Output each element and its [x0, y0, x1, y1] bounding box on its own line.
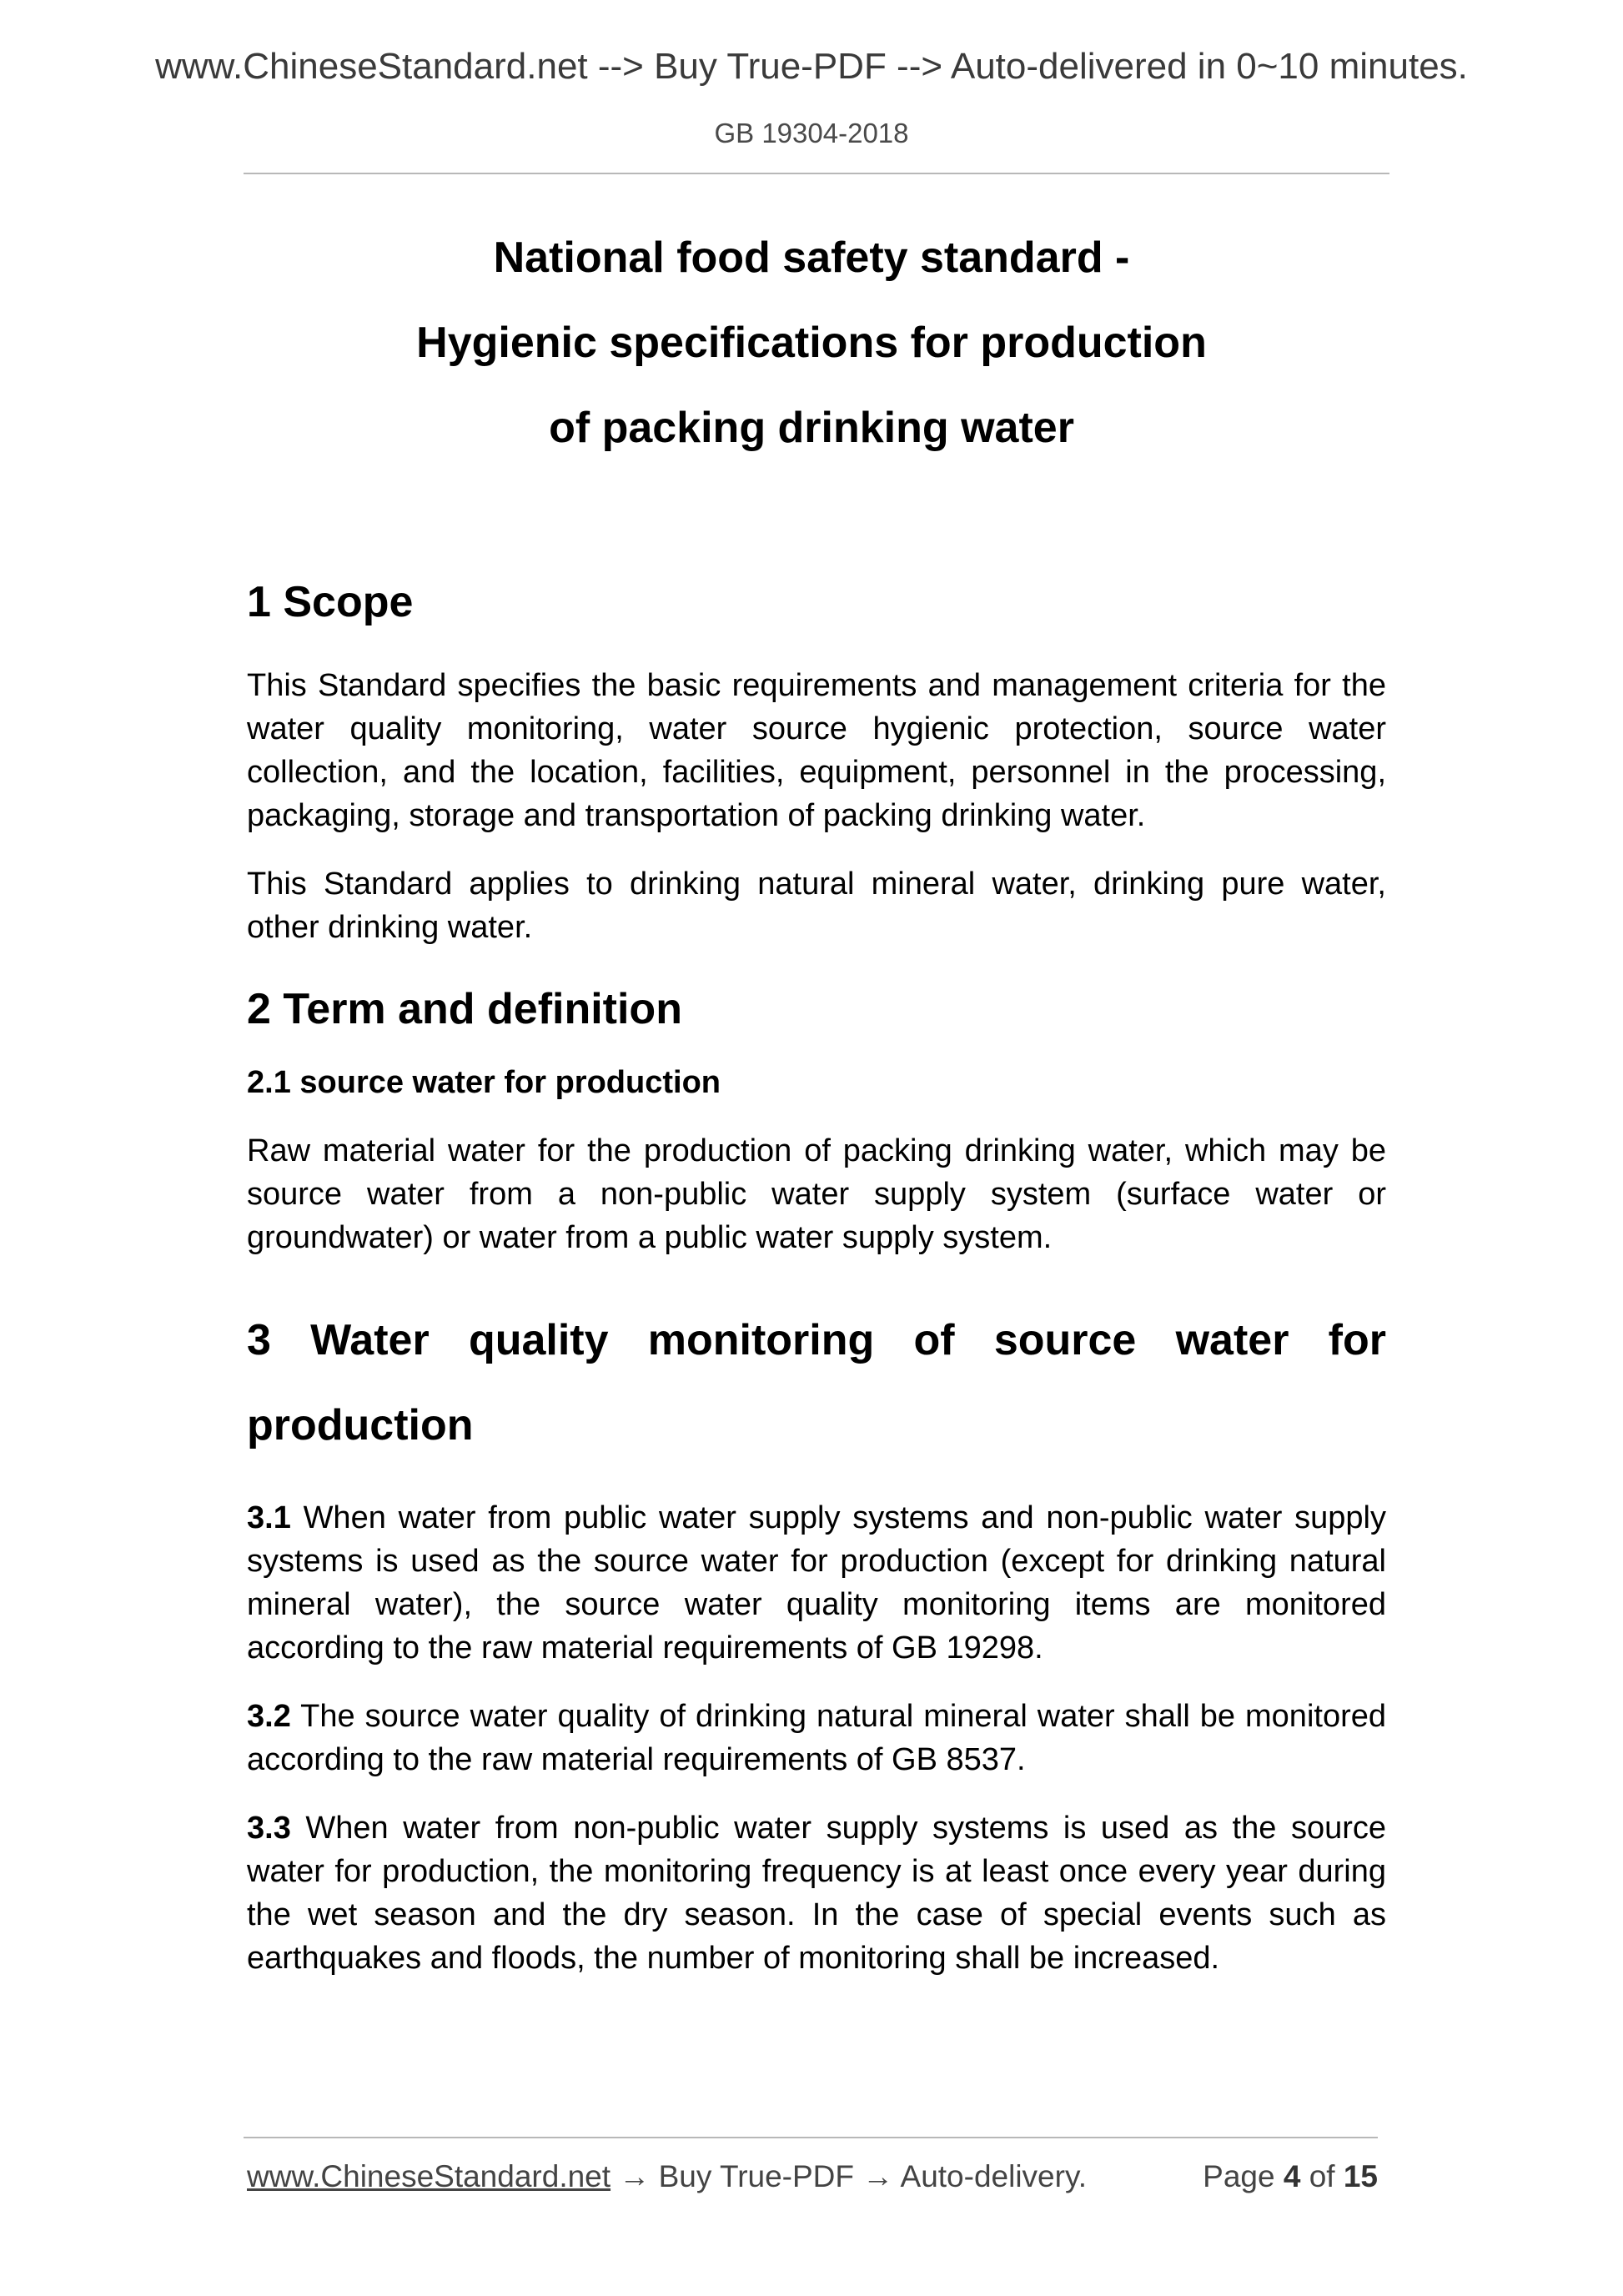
section-heading-monitoring: 3 Water quality monitoring of source water for production [247, 1316, 1386, 1449]
standard-code: GB 19304-2018 [714, 118, 909, 148]
subsection-heading-source-water: 2.1 source water for production [247, 1065, 721, 1100]
clause-number: 3.2 [247, 1699, 291, 1734]
total-pages: 15 [1343, 2159, 1378, 2193]
footer-tagline: → Buy True-PDF → Auto-delivery. [611, 2159, 1087, 2193]
clause-3-3 [247, 1806, 1386, 1980]
clause-number: 3.3 [247, 1811, 291, 1846]
footer-site-link[interactable]: www.ChineseStandard.net [247, 2159, 611, 2193]
page-footer [247, 2155, 1378, 2198]
clause-3-2 [247, 1695, 1386, 1781]
title-line-3: of packing drinking water [549, 404, 1074, 452]
page-label: Page [1203, 2159, 1275, 2193]
clause-text: The source water quality of drinking natural mineral water shall be monitored according to the raw material requirements of GB 8537. [247, 1699, 1386, 1777]
section-heading-scope: 1 Scope [247, 578, 414, 626]
clause-3-1 [247, 1496, 1386, 1670]
header-divider [244, 173, 1389, 174]
clause-number: 3.1 [247, 1500, 291, 1535]
clause-text: When water from public water supply systems and non-public water supply systems is used as the source water for production (except for drinking natural mineral water), the source water quality monitoring items are monitored according to the raw material requirements of GB 19298. [247, 1500, 1386, 1665]
page-indicator [1203, 2155, 1378, 2198]
scope-paragraph-1: This Standard specifies the basic requirements and management criteria for the water quality monitoring, water source hygienic protection, source water collection, and the location, facilities, equipment, personnel in the processing, packaging, storage and transportation of packing drinking water. [247, 668, 1386, 833]
document-body [247, 575, 1386, 1980]
top-banner: www.ChineseStandard.net --> Buy True-PDF --> Auto-delivered in 0~10 minutes. [155, 46, 1468, 87]
of-label: of [1309, 2159, 1335, 2193]
clause-text: When water from non-public water supply systems is used as the source water for production, the monitoring frequency is at least once every year during the wet season and the dry season. In the case of special events such as earthquakes and floods, the number of monitoring shall be increased. [247, 1811, 1386, 1976]
document-title [0, 215, 1623, 470]
title-line-2: Hygienic specifications for production [416, 319, 1207, 367]
terms-paragraph-1: Raw material water for the production of packing drinking water, which may be source water from a non-public water supply system (surface water or groundwater) or water from a public water supply system. [247, 1133, 1386, 1255]
footer-divider [244, 2137, 1378, 2138]
title-line-1: National food safety standard - [493, 234, 1130, 282]
page-number: 4 [1283, 2159, 1301, 2193]
section-heading-terms: 2 Term and definition [247, 985, 682, 1033]
scope-paragraph-2: This Standard applies to drinking natural mineral water, drinking pure water, other drinking water. [247, 867, 1386, 945]
